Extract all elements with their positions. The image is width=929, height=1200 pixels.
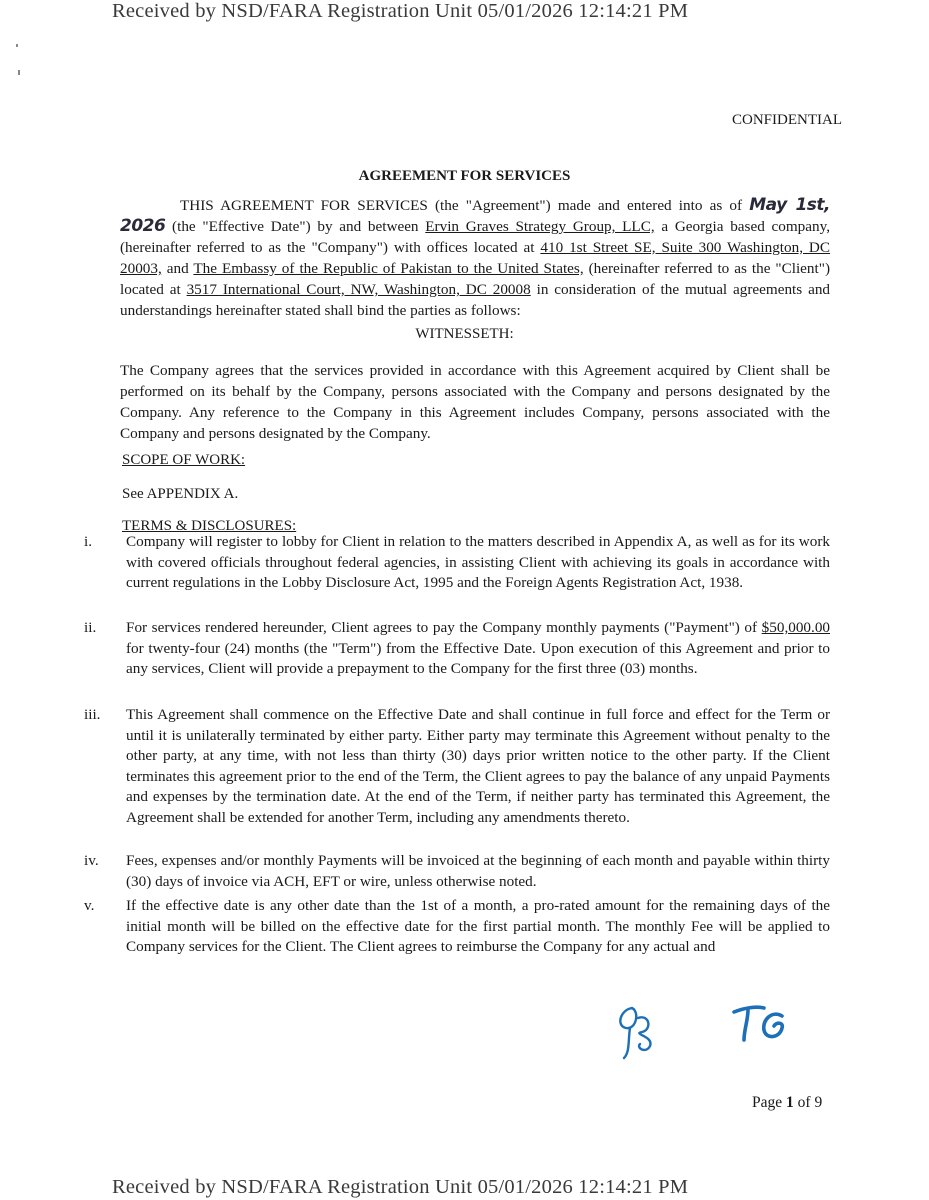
fara-received-stamp-top: Received by NSD/FARA Registration Unit 05/01/2026 12:14:21 PM (112, 0, 689, 22)
item-number: ii. (84, 619, 97, 636)
company-address: 410 1st Street SE, Suite 300 Washington, DC 20003, (120, 239, 831, 277)
intro-text: and (161, 260, 194, 277)
witnesseth-heading: WITNESSETH: (415, 326, 514, 342)
item-text-part: for twenty-four (24) months (the "Term") from the Effective Date. Upon execution of this Agreement and prior to any services, Client will provide a prepayment to the Company for the first three (03) months. (126, 639, 830, 677)
company-paragraph: The Company agrees that the services provided in accordance with this Agreement acquired by Client shall be performed on its behalf by the Company, persons associated with the Company and persons designated by the Company. Any reference to the Company in this Agreement includes Company, persons associated with the Company and persons designated by the Company. (120, 362, 830, 442)
item-number: iv. (84, 852, 99, 869)
intro-paragraph (120, 195, 830, 321)
scan-mark (16, 44, 18, 47)
initials-left (610, 1000, 680, 1062)
client-address: 3517 International Court, NW, Washington, DC 20008 (186, 281, 531, 298)
item-text: This Agreement shall commence on the Effective Date and shall continue in full force and effect for the Term or until it is unilaterally terminated by either party. Either party may terminate this Agreement without penalty to the other party, at any time, with not less than thirty (30) days prior written notice to the other party. If the Client terminates this agreement prior to the end of the Term, the Client agrees to pay the balance of any unpaid Payments and expenses by the termination date. At the end of the Term, if neither party has terminated this Agreement, the Agreement shall be extended for another Term, including any amendments thereto. (126, 706, 830, 826)
scan-mark (18, 70, 20, 75)
company-name: Ervin Graves Strategy Group, LLC, (425, 218, 655, 235)
terms-heading: TERMS & DISCLOSURES: (122, 518, 297, 534)
intro-text: THIS AGREEMENT FOR SERVICES (the "Agreement") made and entered into as of (180, 197, 750, 214)
fara-received-stamp-bottom: Received by NSD/FARA Registration Unit 05/01/2026 12:14:21 PM (112, 1176, 689, 1198)
intro-text: a Georgia based company, (hereinafter referred to as the "Company") with offices located at (120, 218, 830, 256)
item-text (126, 618, 830, 680)
confidential-label: CONFIDENTIAL (732, 112, 842, 128)
terms-item (84, 896, 830, 958)
terms-item (84, 705, 830, 828)
terms-item (84, 851, 830, 892)
initials-right (730, 1002, 792, 1044)
intro-text: (hereinafter referred to as the "Client") located at (120, 260, 830, 298)
item-text: If the effective date is any other date than the 1st of a month, a pro-rated amount for the remaining days of the initial month will be billed on the effective date for the first partial month. The monthly Fee will be applied to Company services for the Client. The Client agrees to reimburse the Company for any actual and (126, 897, 830, 955)
item-text: Fees, expenses and/or monthly Payments will be invoiced at the beginning of each month and payable within thirty (30) days of invoice via ACH, EFT or wire, unless otherwise noted. (126, 852, 830, 890)
intro-text: in consideration of the mutual agreements and understandings hereinafter stated shall bind the parties as follows: (120, 281, 831, 319)
scope-heading: SCOPE OF WORK: (122, 452, 246, 468)
item-number: v. (84, 897, 95, 914)
item-number: i. (84, 533, 93, 550)
scope-text: See APPENDIX A. (122, 486, 239, 502)
payment-amount: $50,000.00 (761, 619, 830, 636)
terms-item (84, 532, 830, 594)
item-text-part: For services rendered hereunder, Client agrees to pay the Company monthly payments ("Payment") of (126, 619, 762, 636)
document-title: AGREEMENT FOR SERVICES (358, 168, 571, 184)
intro-text: (the "Effective Date") by and between (165, 218, 426, 235)
page-total: 9 (814, 1094, 823, 1111)
handwritten-date: May 1st, 2026 (120, 195, 830, 236)
client-name: The Embassy of the Republic of Pakistan to the United States, (193, 260, 584, 277)
page-number (752, 1094, 822, 1112)
item-text: Company will register to lobby for Client in relation to the matters described in Appendix A, as well as for its work with covered officials throughout federal agencies, in assisting Client with achieving its goals in accordance with current regulations in the Lobby Disclosure Act, 1995 and the Foreign Agents Registration Act, 1938. (126, 533, 830, 591)
page-current: 1 (786, 1094, 794, 1111)
item-number: iii. (84, 706, 101, 723)
page-label: Page (752, 1094, 787, 1111)
terms-item (84, 618, 830, 680)
page-separator: of (793, 1094, 815, 1111)
